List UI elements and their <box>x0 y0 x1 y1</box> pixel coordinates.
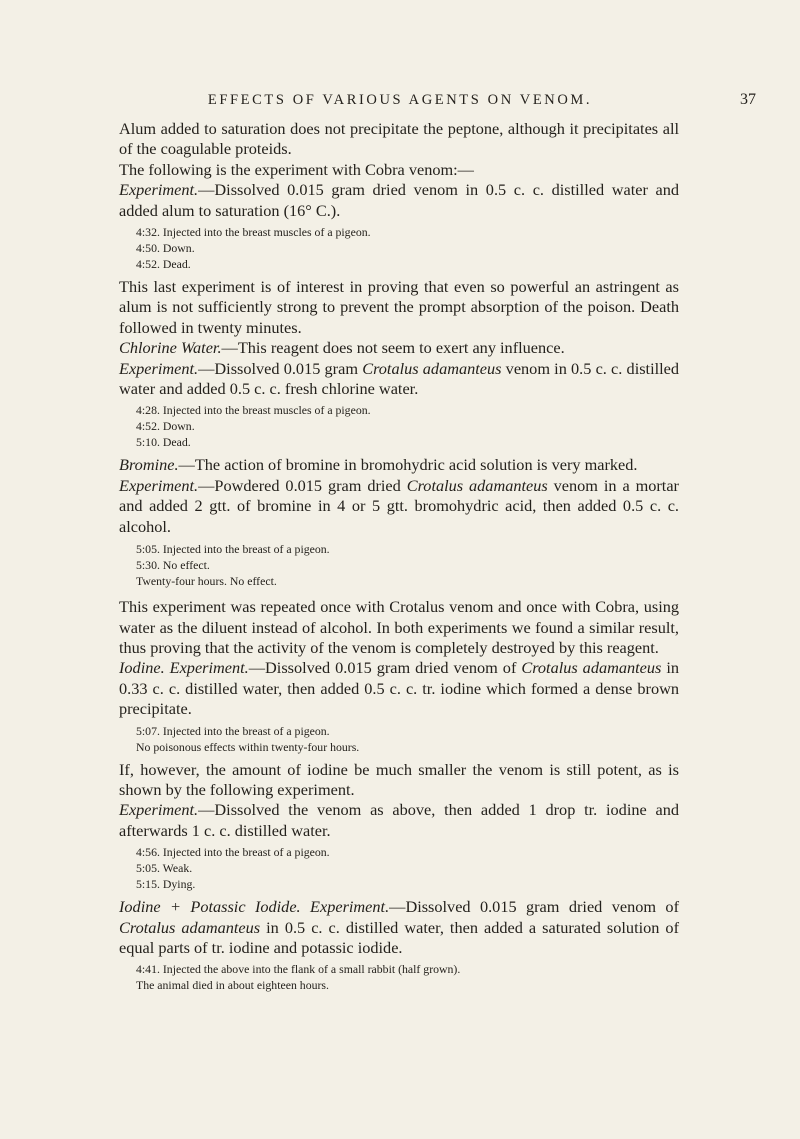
section-heading: Iodine. <box>119 658 165 678</box>
chlorine-log <box>119 402 679 450</box>
bromine-conclusion: This experiment was repeated once with Crotalus venom and once with Cobra, using water as the diluent instead of alcohol. In both experiments we found a similar result, thus proving that the activity of the venom is completely destroyed by this reagent. <box>119 597 679 657</box>
iodide-log <box>119 961 679 993</box>
alum-paragraph: Alum added to saturation does not precipitate the peptone, although it precipitates all of the coagulable proteids. <box>119 119 679 159</box>
bromine-log <box>119 541 679 589</box>
log-entry: 5:05. Weak. <box>136 861 193 876</box>
log-entry: 4:28. Injected into the breast muscles of a pigeon. <box>136 403 371 418</box>
chlorine-experiment: Experiment.—Dissolved 0.015 gram Crotalus adamanteus venom in 0.5 c. c. distilled water and added 0.5 c. c. fresh chlorine water. <box>119 358 680 399</box>
bromine-paragraph: Bromine.—The action of bromine in bromohydric acid solution is very marked. <box>119 455 638 475</box>
chlorine-paragraph: Chlorine Water.—This reagent does not seem to exert any influence. <box>119 338 565 358</box>
page-body <box>119 119 679 998</box>
log-entry: 5:10. Dead. <box>136 435 191 450</box>
section-heading: Bromine. <box>119 455 179 475</box>
species-name: Crotalus adamanteus <box>362 358 502 378</box>
experiment-label: Experiment. <box>119 475 199 495</box>
log-entry: Twenty-four hours. No effect. <box>136 574 277 589</box>
log-entry: 4:50. Down. <box>136 241 195 256</box>
experiment-label: Experiment. <box>169 658 249 678</box>
log-entry: No poisonous effects within twenty-four hours. <box>136 739 360 754</box>
species-name: Crotalus adamanteus <box>406 475 548 495</box>
log-entry: The animal died in about eighteen hours. <box>136 978 329 993</box>
log-entry: 5:30. No effect. <box>136 558 210 573</box>
species-name: Crotalus adamanteus <box>119 917 261 937</box>
cobra-intro: The following is the experiment with Cobra venom:— <box>119 159 474 179</box>
log-entry: 4:52. Down. <box>136 419 195 434</box>
experiment-label: Experiment. <box>119 358 199 378</box>
alum-log <box>119 224 679 272</box>
running-head: EFFECTS OF VARIOUS AGENTS ON VENOM. <box>207 92 593 108</box>
experiment-label: Experiment. <box>119 800 199 820</box>
species-name: Crotalus adamanteus <box>521 658 662 678</box>
log-entry: 5:07. Injected into the breast of a pigeon. <box>136 723 330 738</box>
iodine-experiment-2: Experiment.—Dissolved the venom as above, then added 1 drop tr. iodine and afterwards 1 c. c. distilled water. <box>119 800 679 840</box>
experiment-label: Experiment. <box>119 180 199 200</box>
log-entry: 5:05. Injected into the breast of a pigeon. <box>136 542 330 557</box>
experiment-label: Experiment. <box>310 897 390 917</box>
iodine-paragraph: If, however, the amount of iodine be much smaller the venom is still potent, as is shown by the following experiment. <box>119 759 679 799</box>
page-number: 37 <box>740 91 756 108</box>
iodine-log-2 <box>119 844 679 892</box>
section-heading: Chlorine Water. <box>119 338 222 358</box>
log-entry: 5:15. Dying. <box>136 877 196 892</box>
iodine-experiment: Iodine. Experiment.—Dissolved 0.015 gram dried venom of Crotalus adamanteus in 0.33 c. c. distilled water, then added 0.5 c. c. tr. iodine which formed a dense brown precipitate. <box>119 658 679 719</box>
section-heading: Iodine + Potassic Iodide. <box>119 897 301 917</box>
log-entry: 4:41. Injected the above into the flank of a small rabbit (half grown). <box>136 962 461 977</box>
log-entry: 4:32. Injected into the breast muscles of a pigeon. <box>136 225 371 240</box>
alum-conclusion: This last experiment is of interest in proving that even so powerful an astringent as alum is not sufficiently strong to prevent the prompt absorption of the poison. Death followed in twenty minutes. <box>119 277 679 337</box>
bromine-experiment: Experiment.—Powdered 0.015 gram dried Crotalus adamanteus venom in a mortar and added 2 gtt. of bromine in 4 or 5 gtt. bromohydric acid, then added 0.5 c. c. alcohol. <box>119 475 679 536</box>
iodide-experiment: Iodine + Potassic Iodide. Experiment.—Dissolved 0.015 gram dried venom of Crotalus adamanteus in 0.5 c. c. distilled water, then added a saturated solution of equal parts of tr. iodine and potassic iodide. <box>119 897 679 957</box>
alum-experiment: Experiment.—Dissolved 0.015 gram dried venom in 0.5 c. c. distilled water and added alum to saturation (16° C.). <box>119 180 679 220</box>
log-entry: 4:52. Dead. <box>136 257 191 272</box>
log-entry: 4:56. Injected into the breast of a pigeon. <box>136 845 330 860</box>
iodine-log <box>119 723 679 755</box>
